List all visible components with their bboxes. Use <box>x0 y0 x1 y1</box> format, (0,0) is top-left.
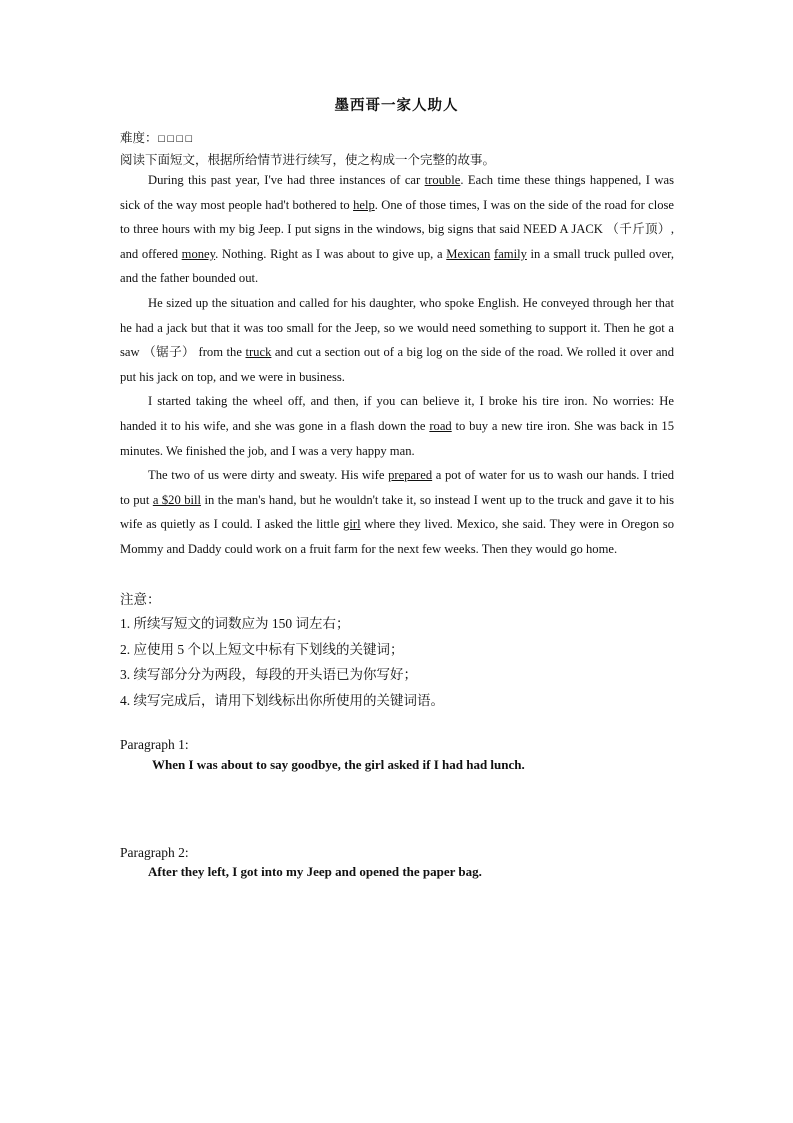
text: in a small truck pulled over, and the father bounded out. <box>120 246 674 286</box>
text: During this past year, I've had three instances of car <box>148 173 425 187</box>
story-paragraph-2 <box>120 291 674 389</box>
text: He sized up the situation and called for his daughter, who spoke English. He conveyed through her that he had a jack but that it was too small for the Jeep, so we would need something to support it. Then he got a saw （锯子） from the <box>120 295 674 360</box>
text: . Nothing. Right as I was about to give up, a <box>215 246 447 261</box>
text: I started taking the wheel off, and then, if you can believe it, I broke his tire iron. No worries: He handed it to his wife, and she was gone in a flash down the <box>120 394 674 433</box>
notes-label: 注意： <box>120 592 161 607</box>
text: in the man's hand, but he wouldn't take it, so instead I went up to the truck and gave it to his wife as quietly as I could. I asked the little <box>120 492 674 532</box>
text: and cut a section out of a big log on the side of the road. We rolled it over and put his jack on top, and we were in business. <box>120 345 675 384</box>
difficulty-label: 难度： <box>120 131 158 145</box>
difficulty-stars: ☐☐☐☐ <box>157 134 194 144</box>
keyword: prepared <box>388 468 433 483</box>
keyword: family <box>494 246 527 261</box>
text: a pot of water for us to wash our hands. I tried to put <box>120 468 674 507</box>
text: The two of us were dirty and sweaty. His wife <box>148 468 389 483</box>
note-item: 3. 续写部分分为两段，每段的开头语已为你写好； <box>120 667 417 683</box>
instruction-text: 阅读下面短文，根据所给情节进行续写，使之构成一个完整的故事。 <box>120 153 496 167</box>
text: . Each time these things happened, I was sick of the way most people had't bothered to <box>120 173 674 212</box>
notes-section <box>120 589 444 713</box>
paragraph-2-label: Paragraph 2: <box>120 845 189 860</box>
text: . One of those times, I was on the side of the road for close to three hours with my big Jeep. I put signs in the windows, big signs that said NEED A JACK （千斤顶）, and offered <box>120 197 674 261</box>
keyword: girl <box>343 517 361 532</box>
difficulty-line <box>120 128 194 146</box>
keyword: trouble <box>424 173 461 187</box>
story-paragraph-3 <box>120 389 674 463</box>
keyword: money <box>181 246 216 261</box>
keyword: a $20 bill <box>152 492 201 507</box>
keyword: truck <box>245 345 272 360</box>
keyword: Mexican <box>446 246 491 261</box>
keyword: road <box>429 418 452 433</box>
story-passage <box>120 168 674 562</box>
note-item: 2. 应使用 5 个以上短文中标有下划线的关键词； <box>120 641 404 657</box>
text: where they lived. Mexico, she said. They were in Oregon so Mommy and Daddy could work on a fruit farm for the next few weeks. Then they would go home. <box>120 517 674 556</box>
note-item: 1. 所续写短文的词数应为 150 词左右； <box>120 616 350 631</box>
note-item: 4. 续写完成后，请用下划线标出你所使用的关键词语。 <box>120 692 444 708</box>
paragraph-1-label: Paragraph 1: <box>120 737 189 752</box>
paragraph-2-opener: After they left, I got into my Jeep and opened the paper bag. <box>148 864 482 879</box>
keyword: help <box>353 197 375 212</box>
story-paragraph-1 <box>120 168 674 291</box>
text: to buy a new tire iron. She was back in 15 minutes. We finished the job, and I was a very happy man. <box>120 418 674 458</box>
page-title: 墨西哥一家人助人 <box>334 98 459 114</box>
story-paragraph-4 <box>120 463 674 561</box>
paragraph-1-opener: When I was about to say goodbye, the girl asked if I had had lunch. <box>152 757 525 772</box>
